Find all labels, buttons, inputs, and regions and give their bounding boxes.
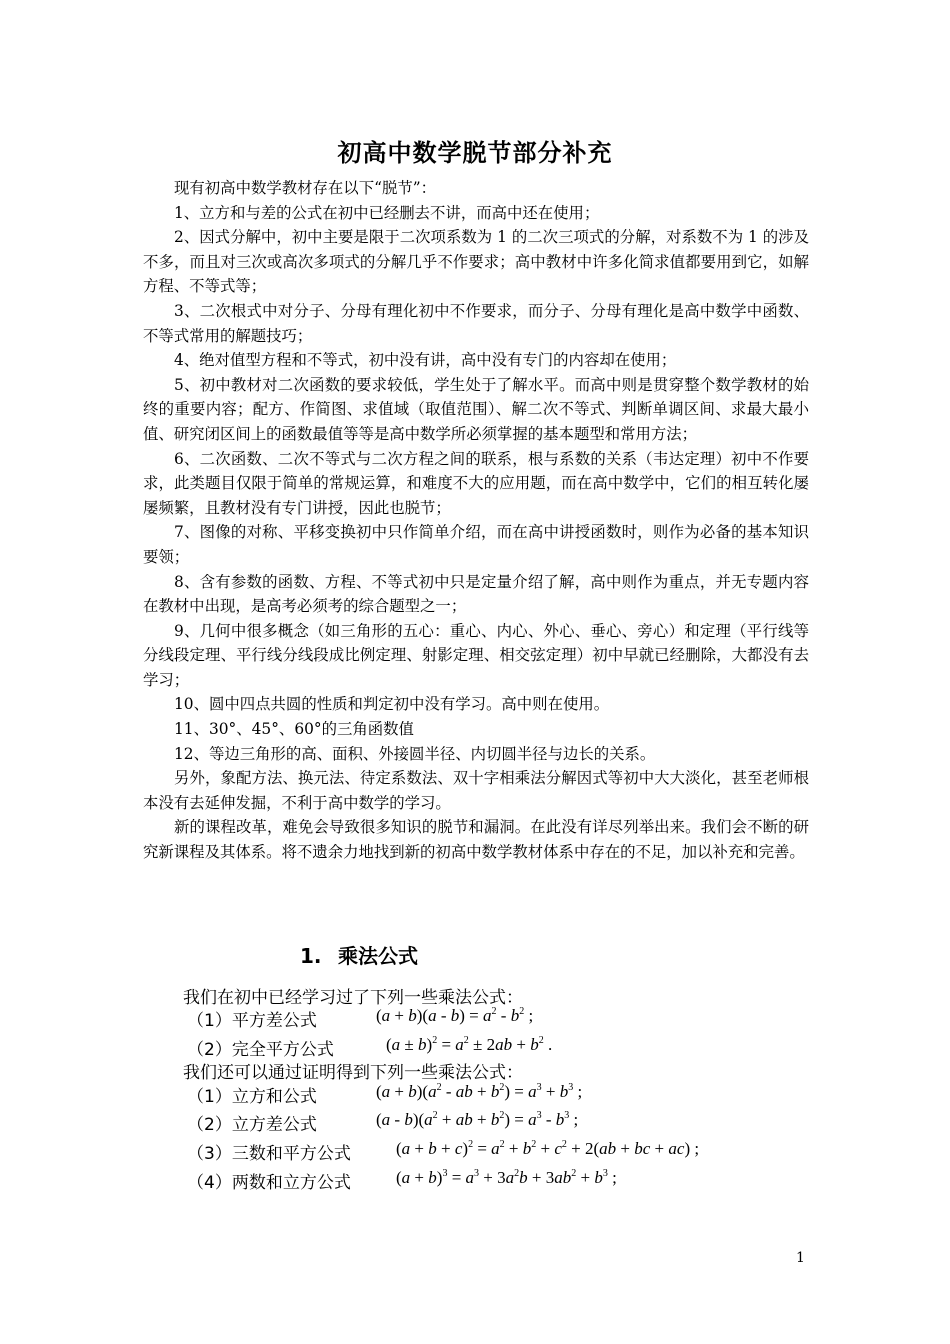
section-title: 乘法公式 [338,944,418,968]
formula-label: （1）立方和公式 [187,1087,317,1107]
paragraph: 1、立方和与差的公式在初中已经删去不讲，而高中还在使用； [174,203,600,222]
formula-label: （3）三数和平方公式 [187,1144,351,1164]
formula-row [187,1035,334,1060]
formula-row [187,1006,317,1031]
paragraph: 11、30°、45°、60°的三角函数值 [174,720,414,739]
formula-row [187,1168,351,1193]
paragraph: 现有初高中数学教材存在以下“脱节”： [174,179,436,197]
section-number: 1. [300,944,322,968]
formula-expression: $(a \pm b)^2 = a^2 \pm 2ab + b^2$ . [386,1035,553,1054]
paragraph: 3、二次根式中对分子、分母有理化初中不作要求，而分子、分母有理化是高中数学中函数、不等式常用的解题技巧； [143,301,809,345]
formula-label: （4）两数和立方公式 [187,1173,351,1193]
paragraph: 12、等边三角形的高、面积、外接圆半径、内切圆半径与边长的关系。 [174,744,656,763]
paragraph: 新的课程改革，难免会导致很多知识的脱节和漏洞。在此没有详尽列举出来。我们会不断的研究新课程及其体系。将不遗余力地找到新的初高中数学教材体系中存在的不足，加以补充和完善。 [143,818,809,862]
paragraph: 7、图像的对称、平移变换初中只作简单介绍，而在高中讲授函数时，则作为必备的基本知识要领； [143,523,809,566]
formula-expression: $(a - b)(a^2$ + ab + $b^2) = a^3 - b^3$ ; [376,1110,579,1129]
paragraph: 10、圆中四点共圆的性质和判定初中没有学习。高中则在使用。 [174,695,610,714]
section-heading [300,940,418,969]
formula-expression: $(a + b + c)^2 = a^2 + b^2 + c^2 + 2(ab$ + bc + ac) ; [396,1139,700,1158]
intro-text [143,176,809,865]
formula-row [187,1082,317,1107]
formula-row [187,1139,351,1164]
paragraph: 6、二次函数、二次不等式与二次方程之间的联系，根与系数的关系（韦达定理）初中不作要求，此类题目仅限于简单的常规运算，和难度不大的应用题，而在高中数学中，它们的相互转化屡屡频繁，且教材没有专门讲授，因此也脱节； [143,449,809,517]
formula-expression: $(a + b)(a^2$ - ab + $b^2) = a^3 + b^3$ ; [376,1082,583,1101]
paragraph: 另外，象配方法、换元法、待定系数法、双十字相乘法分解因式等初中大大淡化，甚至老师根本没有去延伸发掘，不利于高中数学的学习。 [143,769,809,812]
formula-label: （2）完全平方公式 [187,1040,334,1060]
paragraph: 2、因式分解中，初中主要是限于二次项系数为 1 的二次三项式的分解，对系数不为 1 的涉及不多，而且对三次或高次多项式的分解几乎不作要求；高中教材中许多化简求值都要用到它，如解方程、不等式等； [143,228,809,296]
intro-line: 我们在初中已经学习过了下列一些乘法公式： [183,988,523,1008]
formula-label: （1）平方差公式 [187,1011,317,1031]
formula-expression: $(a + b)(a - b) = a^2 - b^2$ ; [376,1006,534,1025]
page-number: 1 [796,1250,805,1266]
paragraph: 9、几何中很多概念（如三角形的五心：重心、内心、外心、垂心、旁心）和定理（平行线等分线段定理、平行线分线段成比例定理、射影定理、相交弦定理）初中早就已经删除，大都没有去学习； [143,621,809,689]
formula-label: （2）立方差公式 [187,1115,317,1135]
formula-expression: $(a + b)^3 = a^3 + 3a^2b + 3ab^2 + b^3$ ; [396,1168,617,1187]
document-title: 初高中数学脱节部分补充 [337,139,613,167]
paragraph: 5、初中教材对二次函数的要求较低，学生处于了解水平。而高中则是贯穿整个数学教材的始终的重要内容；配方、作简图、求值域（取值范围）、解二次不等式、判断单调区间、求最大最小值、研究闭区间上的函数最值等等是高中数学所必须掌握的基本题型和常用方法； [143,375,809,443]
paragraph: 4、绝对值型方程和不等式，初中没有讲，高中没有专门的内容却在使用； [174,351,677,370]
paragraph: 8、含有参数的函数、方程、不等式初中只是定量介绍了解，高中则作为重点，并无专题内容在教材中出现，是高考必须考的综合题型之一； [143,572,809,616]
formula-row [187,1110,317,1135]
intro-line: 我们还可以通过证明得到下列一些乘法公式： [183,1063,523,1083]
